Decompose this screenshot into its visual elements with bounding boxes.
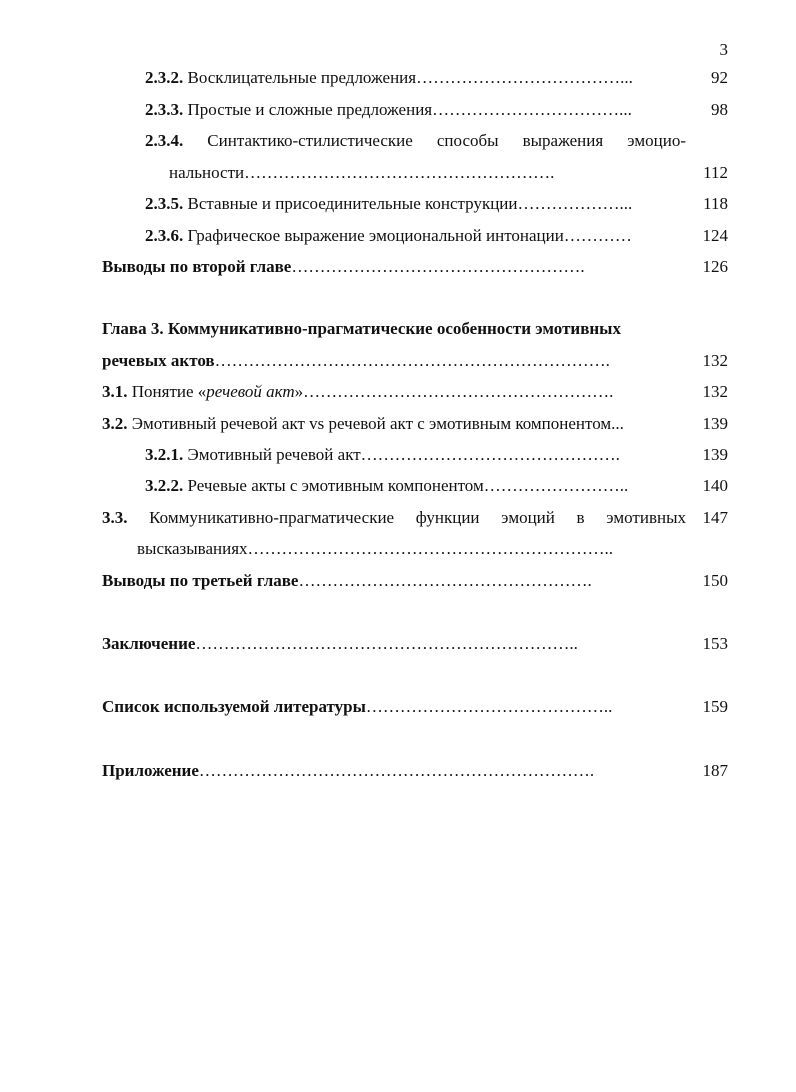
leader-dots: ………………………………………………. [244, 163, 555, 182]
toc-conclusion[interactable] [0, 633, 796, 655]
leader-dots: ……………………………………………………….. [247, 539, 614, 558]
toc-entry-2-3-5[interactable] [0, 193, 796, 215]
page-ref: 159 [702, 697, 728, 716]
leader-dots: …………………….. [483, 476, 629, 495]
toc-entry-3-2-1[interactable] [0, 444, 796, 466]
entry-title-continued: высказываниях [137, 539, 248, 558]
page-ref: 150 [702, 571, 728, 590]
toc-chapter-3[interactable] [0, 318, 796, 340]
entry-number: 2.3.6. [145, 226, 184, 245]
page-ref: 98 [711, 100, 728, 119]
entry-number: 2.3.3. [145, 100, 184, 119]
toc-entry-3-2-2[interactable] [0, 475, 796, 497]
leader-dots: ………………………………………………. [303, 382, 614, 401]
toc-entry-3-2[interactable] [0, 413, 796, 435]
entry-title-continued: нальности [169, 163, 245, 182]
leader-dots: ……………………………………………. [291, 257, 585, 276]
page-ref: 187 [702, 761, 728, 780]
toc-entry-2-3-4[interactable] [0, 130, 796, 152]
entry-title: Вставные и присоединительные конструкции [187, 194, 518, 213]
entry-title: Синтактико-стилистические способы выражения эмоцио- [207, 131, 686, 150]
leader-dots: ………………………………………………………….. [195, 634, 578, 653]
entry-number: 2.3.2. [145, 68, 184, 87]
page-ref: 153 [702, 634, 728, 653]
toc-entry-3-3[interactable] [0, 507, 796, 529]
entry-title: Простые и сложные предложения [187, 100, 433, 119]
page-ref: 124 [702, 226, 728, 245]
entry-number: 3.3. [102, 508, 128, 527]
entry-title-prefix: Понятие « [131, 382, 207, 401]
toc-entry-2-3-2[interactable] [0, 67, 796, 89]
entry-title: Список используемой литературы [102, 697, 366, 716]
toc-chapter-3-continued[interactable] [0, 350, 796, 372]
page-ref: 92 [711, 68, 728, 87]
entry-title: Выводы по второй главе [102, 257, 292, 276]
toc-entry-2-3-3[interactable] [0, 99, 796, 121]
entry-number: 3.2. [102, 414, 128, 433]
page-ref: 139 [702, 414, 728, 433]
entry-number: 3.2.1. [145, 445, 184, 464]
toc-references[interactable] [0, 696, 796, 718]
toc-entry-3-1[interactable] [0, 381, 796, 403]
page-ref: 147 [702, 508, 728, 527]
entry-title: Эмотивный речевой акт vs речевой акт с эмотивным компонентом... [131, 414, 624, 433]
toc-entry-2-3-4-continued[interactable] [0, 162, 796, 184]
chapter-title-continued: речевых актов [102, 351, 215, 370]
chapter-title: Глава 3. Коммуникативно-прагматические особенности эмотивных [102, 319, 621, 338]
entry-title: Заключение [102, 634, 196, 653]
entry-number: 3.1. [102, 382, 128, 401]
entry-title: Эмотивный речевой акт [187, 445, 361, 464]
entry-title: Выводы по третьей главе [102, 571, 299, 590]
entry-number: 2.3.5. [145, 194, 184, 213]
toc-entry-3-3-continued[interactable] [0, 538, 796, 560]
entry-number: 2.3.4. [145, 131, 184, 150]
toc-summary-chapter-3[interactable] [0, 570, 796, 592]
page-ref: 132 [702, 382, 728, 401]
leader-dots: ………… [563, 226, 632, 245]
page-ref: 112 [703, 163, 728, 182]
entry-title: Речевые акты с эмотивным компонентом [187, 476, 484, 495]
leader-dots: ……………………………………………. [298, 571, 592, 590]
leader-dots: …………………………………….. [365, 697, 613, 716]
entry-title: Коммуникативно-прагматические функции эмоций в эмотивных [149, 508, 686, 527]
entry-title: Графическое выражение эмоциональной интонации [187, 226, 564, 245]
leader-dots: ………………………………... [416, 68, 633, 87]
entry-title-italic: речевой акт [206, 382, 295, 401]
page-ref: 139 [702, 445, 728, 464]
leader-dots: ………………... [517, 194, 633, 213]
page-number: 3 [719, 40, 728, 59]
entry-number: 3.2.2. [145, 476, 184, 495]
page-ref: 132 [702, 351, 728, 370]
page-ref: 140 [702, 476, 728, 495]
entry-title: Восклицательные предложения [187, 68, 417, 87]
leader-dots: ……………………………………………………………. [214, 351, 610, 370]
leader-dots: ……………………………………………………………. [198, 761, 595, 780]
leader-dots: ……………………………... [432, 100, 632, 119]
toc-entry-2-3-6[interactable] [0, 225, 796, 247]
toc-summary-chapter-2[interactable] [0, 256, 796, 278]
entry-title: Приложение [102, 761, 199, 780]
toc-appendix[interactable] [0, 760, 796, 782]
page-ref: 126 [702, 257, 728, 276]
entry-title-suffix: » [294, 382, 304, 401]
page-ref: 118 [703, 194, 728, 213]
leader-dots: ………………………………………. [360, 445, 620, 464]
